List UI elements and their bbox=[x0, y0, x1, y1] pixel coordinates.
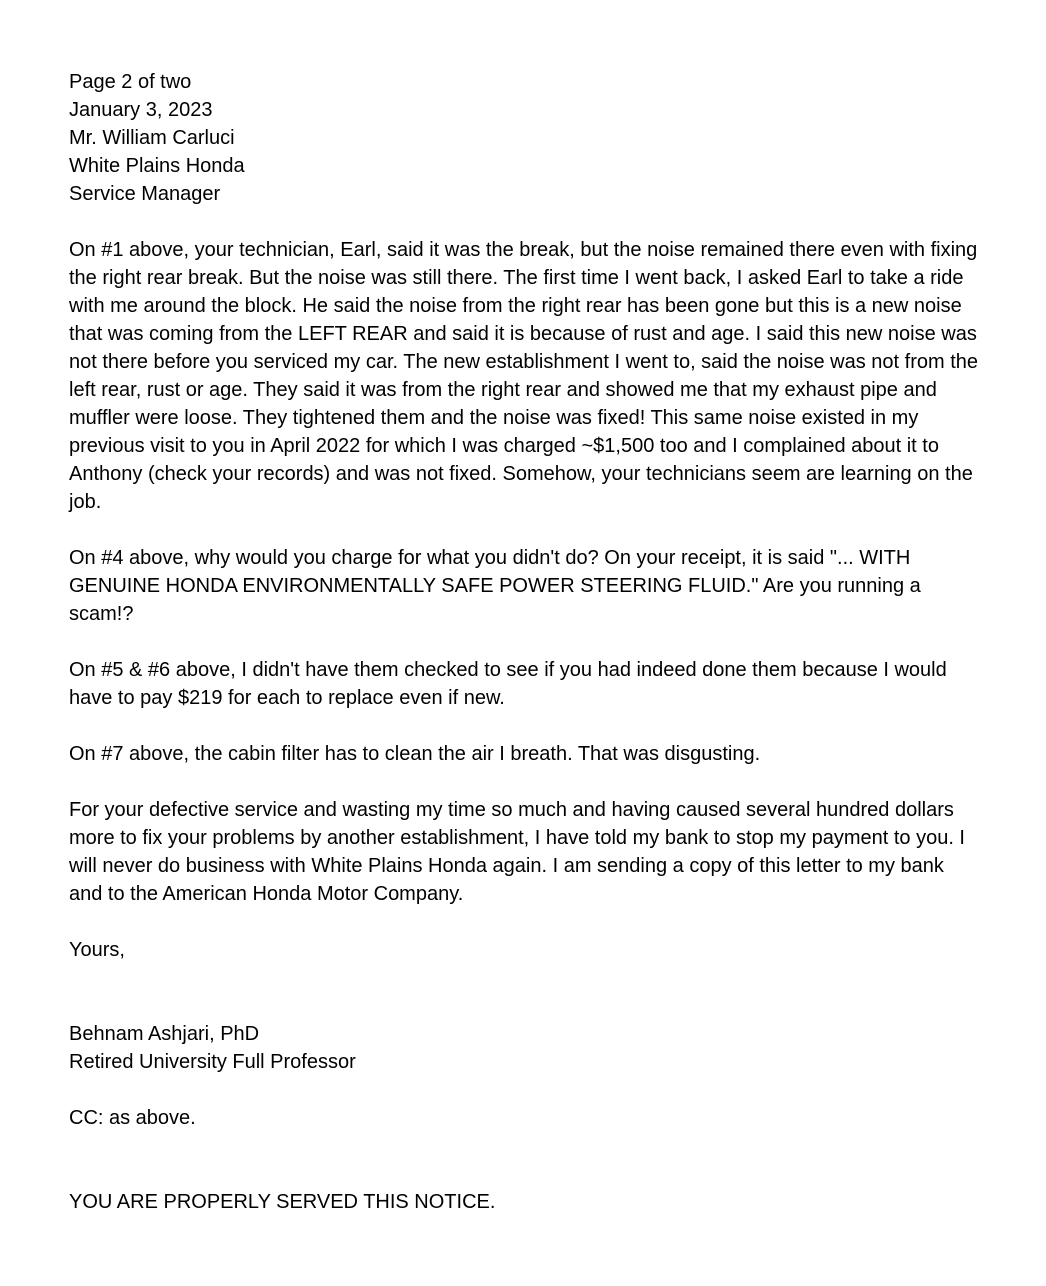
spacer bbox=[69, 1076, 978, 1104]
body-paragraph-4: On #7 above, the cabin filter has to clean the air I breath. That was disgusting. bbox=[69, 743, 761, 765]
body-paragraph-5: For your defective service and wasting my time so much and having caused several hundred dollars more to fix your problems by another establishment, I have told my bank to stop my payment to you. I will never do business with White Plains Honda again. I am sending a copy of this letter to my bank and to the American Honda Motor Company. bbox=[69, 799, 965, 905]
page-label: Page 2 of two bbox=[69, 71, 192, 93]
closing-salutation: Yours, bbox=[69, 939, 125, 961]
spacer bbox=[69, 628, 978, 656]
recipient-name: Mr. William Carluci bbox=[69, 127, 235, 149]
letter-date: January 3, 2023 bbox=[69, 99, 213, 121]
recipient-title: Service Manager bbox=[69, 183, 221, 205]
spacer bbox=[69, 908, 978, 936]
signature-space bbox=[69, 964, 978, 1020]
body-paragraph-2: On #4 above, why would you charge for what you didn't do? On your receipt, it is said "... WITH GENUINE HONDA ENVIRONMENTALLY SAFE POWER STEERING FLUID." Are you running a scam!? bbox=[69, 547, 921, 625]
spacer bbox=[69, 768, 978, 796]
body-paragraph-1: On #1 above, your technician, Earl, said it was the break, but the noise remained there even with fixing the right rear break. But the noise was still there. The first time I went back, I asked Earl to take a ride with me around the block. He said the noise from the right rear has been gone but this is a new noise that was coming from the LEFT REAR and said it is because of rust and age. I said this new noise was not there before you serviced my car. The new establishment I went to, said the noise was not from the left rear, rust or age. They said it was from the right rear and showed me that my exhaust pipe and muffler were loose. They tightened them and the noise was fixed! This same noise existed in my previous visit to you in April 2022 for which I was charged ~$1,500 too and I complained about it to Anthony (check your records) and was not fixed. Somehow, your technicians seem are learning on the job. bbox=[69, 239, 978, 513]
signature-name: Behnam Ashjari, PhD bbox=[69, 1023, 260, 1045]
recipient-company: White Plains Honda bbox=[69, 155, 245, 177]
letterhead-block bbox=[69, 68, 978, 208]
service-notice: YOU ARE PROPERLY SERVED THIS NOTICE. bbox=[69, 1191, 496, 1213]
spacer bbox=[69, 1132, 978, 1188]
spacer bbox=[69, 516, 978, 544]
spacer bbox=[69, 712, 978, 740]
cc-line: CC: as above. bbox=[69, 1107, 196, 1129]
spacer bbox=[69, 208, 978, 236]
body-paragraph-3: On #5 & #6 above, I didn't have them checked to see if you had indeed done them because I would have to pay $219 for each to replace even if new. bbox=[69, 659, 947, 709]
signature-title: Retired University Full Professor bbox=[69, 1051, 356, 1073]
